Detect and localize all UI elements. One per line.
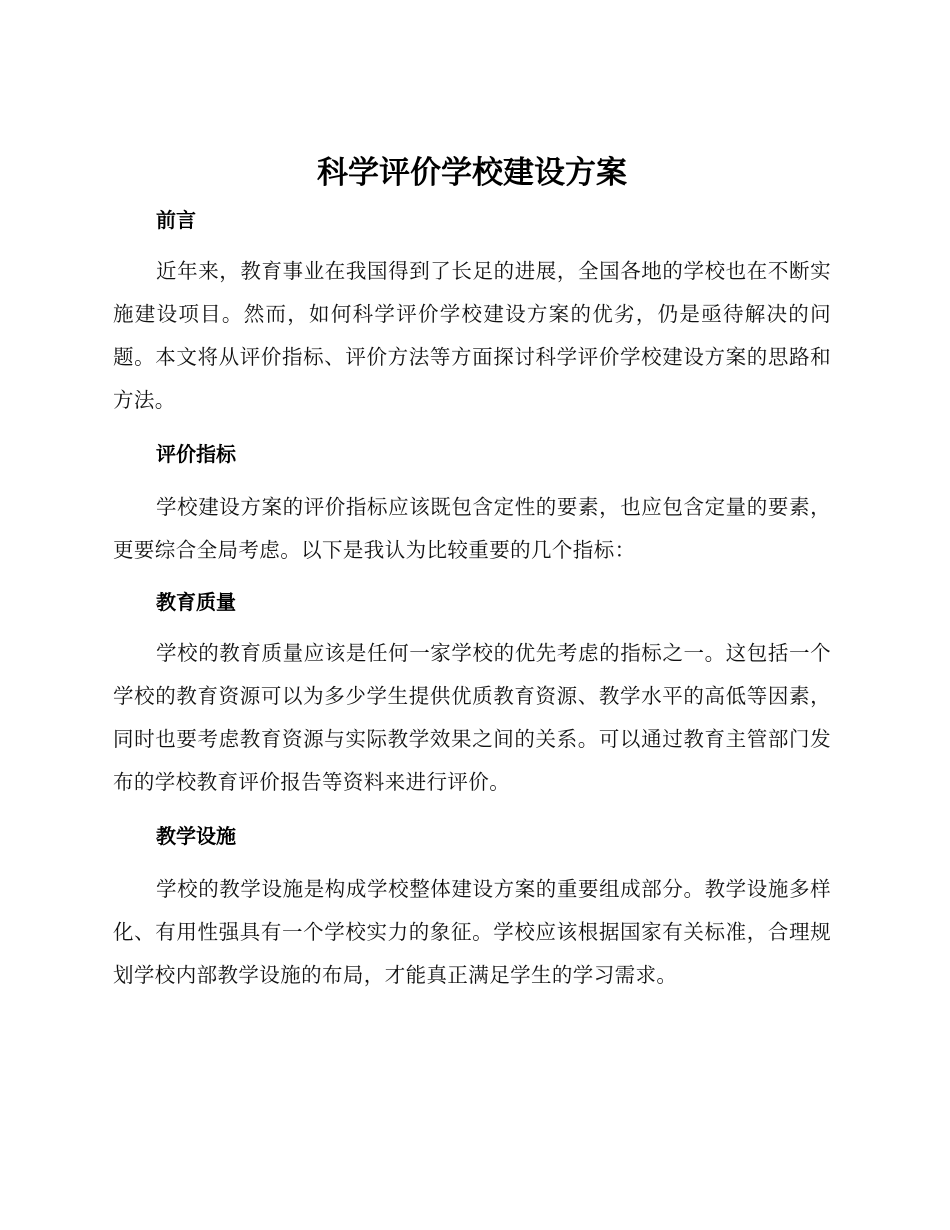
section-heading-education-quality: 教育质量 xyxy=(156,590,236,614)
section-body-teaching-facilities: 学校的教学设施是构成学校整体建设方案的重要组成部分。教学设施多样化、有用性强具有一个学校实力的象征。学校应该根据国家有关标准，合理规划学校内部教学设施的布局，才能真正满足学生的学习需求。 xyxy=(113,877,831,987)
section-heading-evaluation-indicators: 评价指标 xyxy=(156,442,236,466)
section-body-evaluation-indicators: 学校建设方案的评价指标应该既包含定性的要素，也应包含定量的要素，更要综合全局考虑。以下是我认为比较重要的几个指标： xyxy=(113,495,831,562)
document-page xyxy=(113,148,831,997)
section-body-preface: 近年来，教育事业在我国得到了长足的进展，全国各地的学校也在不断实施建设项目。然而，如何科学评价学校建设方案的优劣，仍是亟待解决的问题。本文将从评价指标、评价方法等方面探讨科学评价学校建设方案的思路和方法。 xyxy=(113,259,831,412)
section-heading-preface: 前言 xyxy=(156,208,196,232)
section-body-education-quality: 学校的教育质量应该是任何一家学校的优先考虑的指标之一。这包括一个学校的教育资源可以为多少学生提供优质教育资源、教学水平的高低等因素，同时也要考虑教育资源与实际教学效果之间的关系。可以通过教育主管部门发布的学校教育评价报告等资料来进行评价。 xyxy=(113,641,831,794)
section-heading-teaching-facilities: 教学设施 xyxy=(156,824,236,848)
document-title: 科学评价学校建设方案 xyxy=(317,155,627,191)
